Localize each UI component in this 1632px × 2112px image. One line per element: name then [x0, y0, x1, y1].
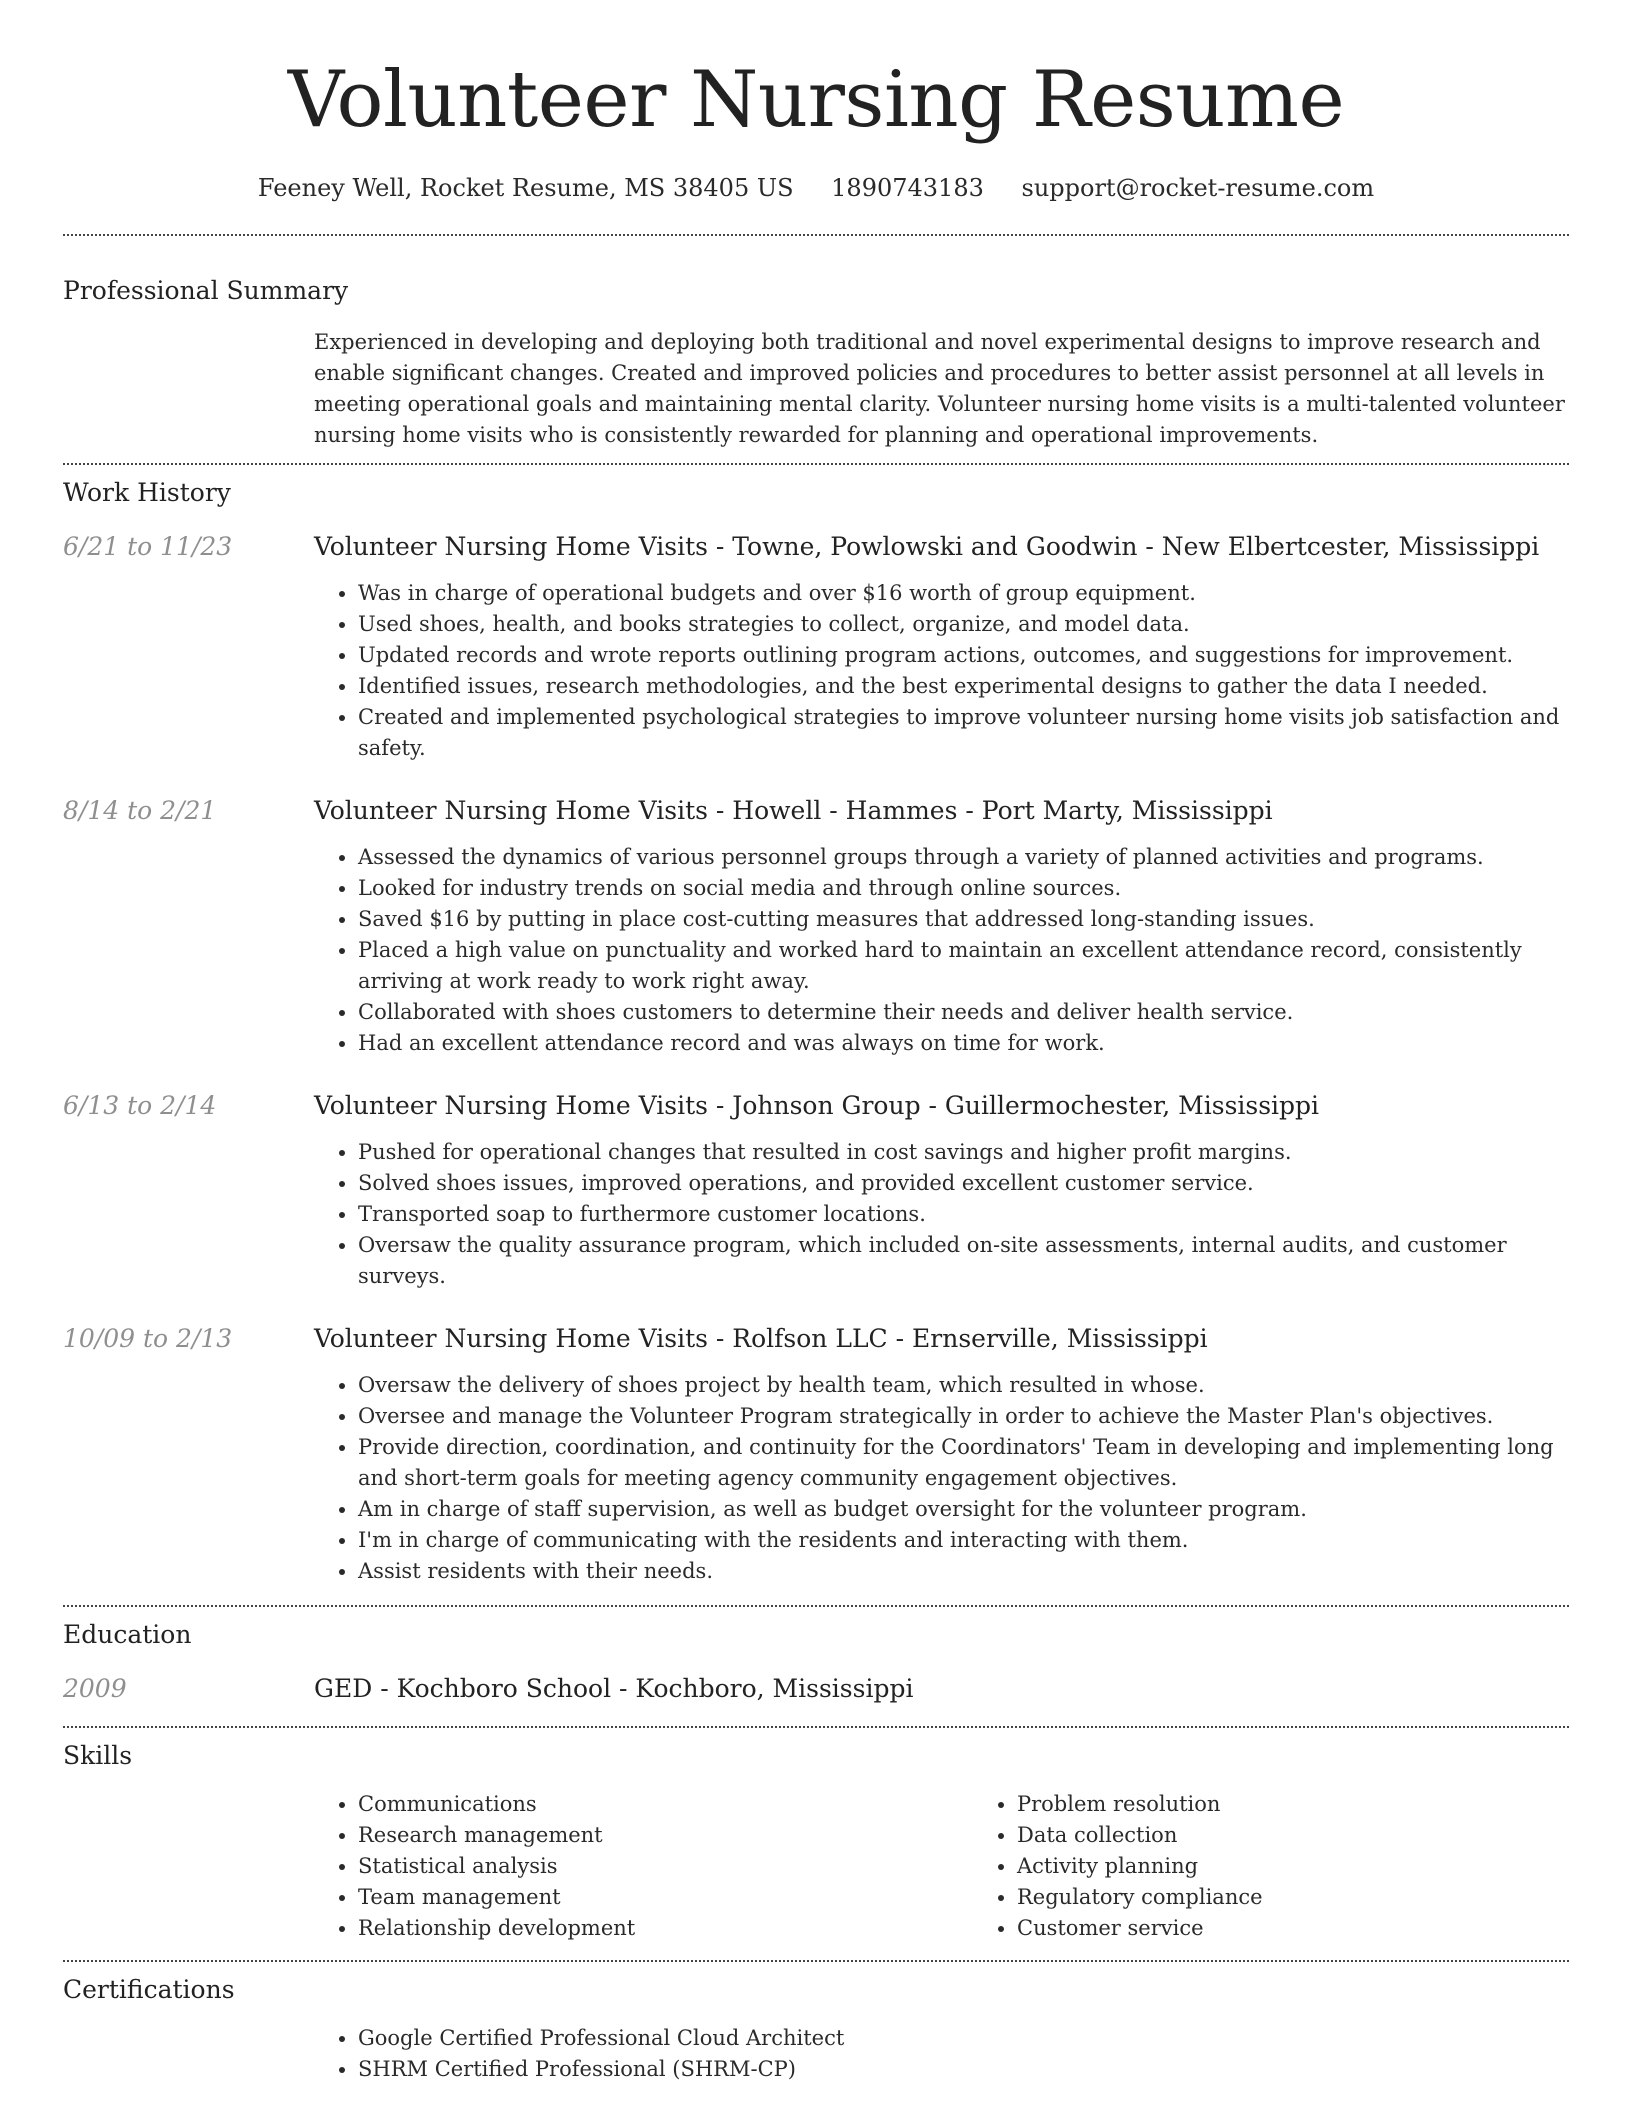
job-dates: 8/14 to 2/21: [63, 796, 217, 825]
job-bullet: • Had an excellent attendance record and was always on time for work.: [358, 1028, 1569, 1059]
section-heading-work: Work History: [63, 478, 231, 507]
job-bullet: • Pushed for operational changes that resulted in cost savings and higher profit margins.: [358, 1137, 1569, 1168]
job-bullet: • Placed a high value on punctuality and worked hard to maintain an excellent attendance record, consistently arriving at work ready to work right away.: [358, 935, 1569, 997]
job-dates: 10/09 to 2/13: [63, 1324, 233, 1353]
section-divider: [63, 1960, 1569, 1962]
job-dates: 6/13 to 2/14: [63, 1091, 217, 1120]
skill-item: • Communications: [358, 1789, 973, 1820]
section-heading-education: Education: [63, 1620, 192, 1649]
section-heading-summary: Professional Summary: [63, 276, 349, 305]
job-bullet: • Looked for industry trends on social media and through online sources.: [358, 873, 1569, 904]
skills-list-right: [973, 1789, 1632, 1944]
section-divider: [63, 234, 1569, 236]
job-bullet: • Transported soap to furthermore customer locations.: [358, 1199, 1569, 1230]
job-bullet: • Assessed the dynamics of various personnel groups through a variety of planned activities and programs.: [358, 842, 1569, 873]
job-bullet: • Assist residents with their needs.: [358, 1556, 1569, 1587]
job-bullet: • Identified issues, research methodologies, and the best experimental designs to gather the data I needed.: [358, 671, 1569, 702]
resume-title: Volunteer Nursing Resume: [287, 55, 1345, 145]
summary-text: Experienced in developing and deploying both traditional and novel experimental designs to improve research and enable significant changes. Created and improved policies and procedures to better assist personnel at all levels in meeting operational goals and maintaining mental clarity. Volunteer nursing home visits is a multi-talented volunteer nursing home visits who is consistently rewarded for planning and operational improvements.: [314, 330, 1565, 447]
certifications-row: [63, 2023, 1569, 2085]
job-bullet: • Solved shoes issues, improved operations, and provided excellent customer service.: [358, 1168, 1569, 1199]
skill-item: • Customer service: [1017, 1913, 1632, 1944]
section-divider: [63, 1605, 1569, 1607]
skills-list-left: [314, 1789, 973, 1944]
education-entry: [63, 1672, 1569, 1706]
job-entry: [63, 530, 1569, 764]
section-divider: [63, 463, 1569, 465]
education-year: 2009: [63, 1674, 127, 1703]
job-bullet: • Updated records and wrote reports outlining program actions, outcomes, and suggestions for improvement.: [358, 640, 1569, 671]
job-bullets: [314, 1137, 1569, 1292]
contact-line: [63, 172, 1569, 204]
job-bullets: [314, 578, 1569, 764]
summary-row: [63, 327, 1569, 451]
job-entry: [63, 1322, 1569, 1587]
job-bullet: • Provide direction, coordination, and continuity for the Coordinators' Team in developing and implementing long and short-term goals for meeting agency community engagement objectives.: [358, 1432, 1569, 1494]
job-bullet: • Collaborated with shoes customers to determine their needs and deliver health service.: [358, 997, 1569, 1028]
certification-item: • Google Certified Professional Cloud Architect: [358, 2023, 1569, 2054]
job-bullet: • Oversee and manage the Volunteer Program strategically in order to achieve the Master Plan's objectives.: [358, 1401, 1569, 1432]
job-entry: [63, 794, 1569, 1059]
certifications-list: [314, 2023, 1569, 2085]
section-heading-certifications: Certifications: [63, 1975, 235, 2004]
skills-columns: [314, 1789, 1632, 1944]
certification-item: • SHRM Certified Professional (SHRM-CP): [358, 2054, 1569, 2085]
job-bullet: • I'm in charge of communicating with the residents and interacting with them.: [358, 1525, 1569, 1556]
job-bullets: [314, 842, 1569, 1059]
skill-item: • Data collection: [1017, 1820, 1632, 1851]
summary-spacer: [63, 327, 314, 451]
skill-item: • Problem resolution: [1017, 1789, 1632, 1820]
job-bullet: • Am in charge of staff supervision, as well as budget oversight for the volunteer program.: [358, 1494, 1569, 1525]
job-dates: 6/21 to 11/23: [63, 532, 233, 561]
contact-phone: 1890743183: [831, 174, 984, 202]
job-entry: [63, 1089, 1569, 1292]
contact-email: support@rocket-resume.com: [1021, 174, 1375, 202]
job-bullet: • Was in charge of operational budgets and over $16 worth of group equipment.: [358, 578, 1569, 609]
education-detail: GED - Kochboro School - Kochboro, Mississippi: [314, 1674, 914, 1703]
skills-row: [63, 1789, 1569, 1944]
contact-address: Feeney Well, Rocket Resume, MS 38405 US: [257, 174, 794, 202]
skill-item: • Statistical analysis: [358, 1851, 973, 1882]
job-title: Volunteer Nursing Home Visits - Howell - Hammes - Port Marty, Mississippi: [314, 796, 1273, 825]
job-bullet: • Oversaw the quality assurance program, which included on-site assessments, internal audits, and customer surveys.: [358, 1230, 1569, 1292]
job-bullet: • Saved $16 by putting in place cost-cutting measures that addressed long-standing issues.: [358, 904, 1569, 935]
job-bullet: • Created and implemented psychological strategies to improve volunteer nursing home visits job satisfaction and safety.: [358, 702, 1569, 764]
skill-item: • Activity planning: [1017, 1851, 1632, 1882]
job-bullet: • Used shoes, health, and books strategies to collect, organize, and model data.: [358, 609, 1569, 640]
job-bullets: [314, 1370, 1569, 1587]
job-title: Volunteer Nursing Home Visits - Towne, Powlowski and Goodwin - New Elbertcester, Mississippi: [314, 532, 1540, 561]
section-divider: [63, 1726, 1569, 1728]
skill-item: • Relationship development: [358, 1913, 973, 1944]
job-bullet: • Oversaw the delivery of shoes project by health team, which resulted in whose.: [358, 1370, 1569, 1401]
section-heading-skills: Skills: [63, 1741, 133, 1770]
job-title: Volunteer Nursing Home Visits - Johnson Group - Guillermochester, Mississippi: [314, 1091, 1320, 1120]
skill-item: • Research management: [358, 1820, 973, 1851]
skill-item: • Regulatory compliance: [1017, 1882, 1632, 1913]
job-title: Volunteer Nursing Home Visits - Rolfson LLC - Ernserville, Mississippi: [314, 1324, 1208, 1353]
skill-item: • Team management: [358, 1882, 973, 1913]
skills-spacer: [63, 1789, 314, 1944]
certifications-spacer: [63, 2023, 314, 2085]
